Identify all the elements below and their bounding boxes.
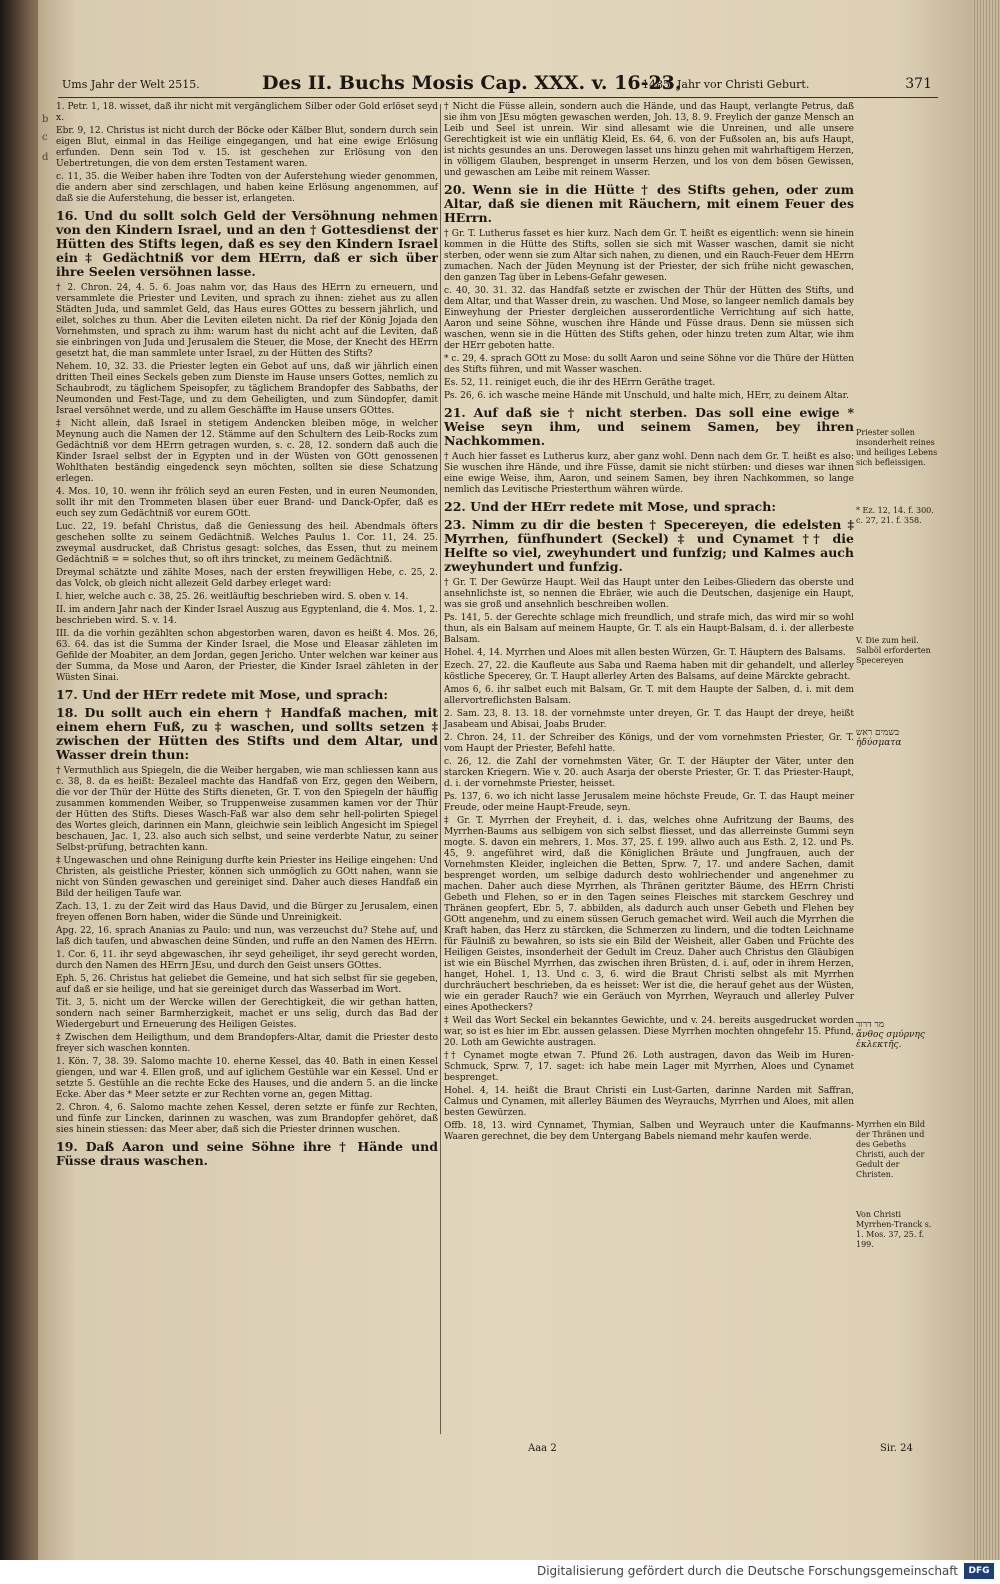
side-note-hebrew-greek-1 xyxy=(856,728,938,748)
commentary-note: Luc. 22, 19. befahl Christus, daß die Geniessung des heil. Abendmals öfters geschehen sollte zu seinem Gedächtniß. Welches Paulus 1. Cor. 11, 24. 25. zweymal ausdrucket, daß Christus gesagt: solches, das Essen, thut zu meinem Gedächtniß = = solches thut, so oft ihrs trincket, zu meinem Gedächtniß. xyxy=(56,522,438,565)
commentary-note: I. hier, welche auch c. 38, 25. 26. weitläuftig beschrieben wird. S. oben v. 14. xyxy=(56,592,409,602)
commentary-note: Hohel. 4, 14. heißt die Braut Christi ein Lust-Garten, darinne Narden mit Saffran, Calmus und Cynamen, mit allerley Bäumen des Weyrauchs, Myrrhen und Aloes, mit allen besten Gewürzen. xyxy=(444,1086,854,1118)
commentary-note: 1. Petr. 1, 18. wisset, daß ihr nicht mit vergänglichem Silber oder Gold erlöset seyd x. xyxy=(56,102,438,123)
book-binding xyxy=(0,0,38,1560)
commentary-note: II. im andern Jahr nach der Kinder Israel Auszug aus Egyptenland, die 4. Mos. 1, 2. beschrieben wird. S. v. 14. xyxy=(56,605,438,626)
commentary-note: 1. Kön. 7, 38. 39. Salomo machte 10. eherne Kessel, das 40. Bath in einen Kessel giengen, und war 4. Ellen groß, und auf iglichem Gestühle war ein Kessel. Und er setzte 5. Gestühle an die rechte Ecke des Hauses, und die andern 5. an die lincke Ecke. Aber das * Meer setzte er zur Rechten vorne an, gegen Mittag. xyxy=(56,1057,438,1100)
commentary-note: † Vermuthlich aus Spiegeln, die die Weiber hergaben, wie man schliessen kann aus c. 38, 8. da es heißt: Bezaleel machte das Handfaß von Erz, gegen den Weibern, die vor der Thür der Hütte des Stifts dieneten, Gr. T. von den Spiegeln der häuffig zusammen kommenden Weiber, so Truppenweise zusammen kamen vor der Thür der Hütten des Stifts. Dieses Wasch-Faß war also dem sehr hell-polirten Spiegel des Wortes gleich, darinnen ein Mann, gleichwie sein leiblich Angesicht im Spiegel beschauen, Jac. 1, 23. also auch sich selbst, und seine verderbte Natur, zu seiner Selbst-prüfung, betrachten kann. xyxy=(56,766,438,853)
commentary-note: ‡ Weil das Wort Seckel ein bekanntes Gewichte, und v. 24. bereits ausgedrucket worden war, so ist es hier im Ebr. aussen gelassen. Diese Myrrhen mochten ohngefehr 15. Pfund, 20. Loth am Gewichte austragen. xyxy=(444,1016,854,1048)
commentary-note: III. da die vorhin gezählten schon abgestorben waren, davon es heißt 4. Mos. 26, 63. 64. das ist die Summa der Kinder Israel, die Mose und Eleasar zähleten im Gefilde der Moabiter, an dem Jordan, gegen Jericho. Unter welchen war keiner aus der Summa, da Mose und Aaron, der Priester, die Kinder Israel zähleten in der Wüsten Sinai. xyxy=(56,629,438,683)
commentary-note: Es. 52, 11. reiniget euch, die ihr des HErrn Geräthe traget. xyxy=(444,378,716,388)
running-head-year-world: Ums Jahr der Welt 2515. xyxy=(62,78,200,91)
commentary-note: Tit. 3, 5. nicht um der Wercke willen der Gerechtigkeit, die wir gethan hatten, sondern nach seiner Barmherzigkeit, machet er uns selig, durch das Bad der Wiedergeburt und Erneuerung des Heiligen Geistes. xyxy=(56,998,438,1030)
commentary-note: † Gr. T. Lutherus fasset es hier kurz. Nach dem Gr. T. heißt es eigentlich: wenn sie hinein kommen in die Hütte des Stifts, sollen sie sich mit Wasser waschen, damit sie nicht sterben, oder wenn sie zum Altar sich nahen, zu dienen, und ein Rauch-Feuer dem HErrn zumachen. Nach der Jüden Meynung ist der Priester, der sich frühe nicht gewaschen, den ganzen Tag über in Lebens-Gefahr gewesen. xyxy=(444,229,854,283)
running-head-year-christ: 1485. Jahr vor Christi Geburt. xyxy=(642,78,810,91)
commentary-note: Ezech. 27, 22. die Kaufleute aus Saba und Raema haben mit dir gehandelt, und allerley köstliche Specerey, Gr. T. Haupt allerley Arten des Balsams, auf deine Märckte gebracht. xyxy=(444,661,854,682)
commentary-note: † Auch hier fasset es Lutherus kurz, aber ganz wohl. Denn nach dem Gr. T. heißt es also: Sie wuschen ihre Hände, und ihre Füsse, damit sie nicht stürben: und dieses war ihnen eine ewige Weise, ihm, Aaron, und seinem Samen, bey ihren Nachkommen, so lange nemlich das Levitische Priesterthum währen würde. xyxy=(444,452,854,495)
commentary-note: 2. Sam. 23, 8. 13. 18. der vornehmste unter dreyen, Gr. T. das Haupt der dreye, heißt Jasabeam und Abisai, Joabs Bruder. xyxy=(444,709,854,730)
hebrew-term: מר דרור xyxy=(856,1020,885,1030)
commentary-note: †† Cynamet mogte etwan 7. Pfund 26. Loth austragen, davon das Weib im Huren-Schmuck, Sprw. 7, 17. saget: ich habe mein Lager mit Myrrhen, Aloes und Cynamet besprenget. xyxy=(444,1051,854,1083)
commentary-note: † Gr. T. Der Gewürze Haupt. Weil das Haupt unter den Leibes-Gliedern das oberste und ansehnlichste ist, so nennen die Ebräer, wie auch die Deutschen, dasjenige ein Haupt, was sie groß und ansehnlich beschreiben wollen. xyxy=(444,578,854,610)
book-page xyxy=(38,0,972,1560)
digitization-footer xyxy=(0,1560,1000,1584)
side-note-hebrew-greek-2 xyxy=(856,1020,938,1050)
verse-text: 22. Und der HErr redete mit Mose, und sprach: xyxy=(444,499,776,514)
side-note-myrrhen xyxy=(856,1120,938,1186)
commentary-note: ‡ Gr. T. Myrrhen der Freyheit, d. i. das, welches ohne Aufritzung der Baums, des Myrrhen-Baums aus selbigem von sich selbst fliesset, und das allerreinste Gummi seyn mogte. S. davon ein mehrers, 1. Mos. 37, 25. f. 199. allwo auch aus Esth. 2, 12. und Ps. 45, 9. angeführet wird, daß die Königlichen Bräute und Jungfrauen, auch der Vornehmsten Kleider, ingleichen die Betten, Sprw. 7, 17. und andere Sachen, damit besprenget worden, um selbige dadurch desto wohlriechender und angenehmer zu machen. Daher auch diese Myrrhen, als Thränen geritzter Bäume, des HErrn Christi Gebeth und Flehen, so er in den Tagen seines Fleisches mit starckem Geschrey und Thränen geopfert, Ebr. 5, 7. abbilden, als dadurch auch unser Gebeth und Flehen bey GOtt angenehm, und zu einem süssen Geruch gemachet wird. Weil auch die Myrrhen die Kraft haben, das Herz zu stärcken, die Schmerzen zu lindern, und die todten Leichname für Fäulniß zu bewahren, so ists sie ein Bild der Weisheit, aller Gaben und Früchte des Heiligen Geistes, insonderheit der Gedult im Creuz. Daher auch Christus den Gläubigen ist wie ein Büschel Myrrhen, das zwischen ihren Brüsten, d. i. auf, oder in ihrem Herzen, hanget, Hohel. 1, 13. Und c. 3, 6. wird die Braut Christi selbst als mit Myrrhen durchräuchert beschrieben, da es heisset: Wer ist die, die herauf gehet aus der Wüsten, wie ein gerader Rauch? wie ein Geräuch von Myrrhen, Weyrauch und allerley Pulver eines Apotheckers? xyxy=(444,816,854,1013)
commentary-note: † 2. Chron. 24, 4. 5. 6. Joas nahm vor, das Haus des HErrn zu erneuern, und versammlete die Priester und Leviten, und sprach zu ihnen: ziehet aus zu allen Städten Juda, und sammlet Geld, das Haus eures GOttes zu bessern jährlich, und eilet, solches zu thun. Aber die Leviten eileten nicht. Da rief der König Jojada den Vornehmsten, und sprach zu ihm: warum hast du nicht acht auf die Leviten, daß sie einbringen von Juda und Jerusalem die Steuer, die Mose, der Knecht des HErrn gesetzt hat, die man sammlete unter Israel, zu der Hütten des Stifts? xyxy=(56,283,438,359)
running-head xyxy=(62,74,932,98)
verse-text: 23. Nimm zu dir die besten † Specereyen, die edelsten ‡ Myrrhen, fünfhundert (Seckel) ‡ und Cynamet †† die Helfte so viel, zweyhundert und funfzig; und Kalmes auch zweyhundert und funfzig. xyxy=(444,517,854,574)
commentary-note: Ps. 137, 6. wo ich nicht lasse Jerusalem meine höchste Freude, Gr. T. das Haupt meiner Freude, oder meine Haupt-Freude, seyn. xyxy=(444,792,854,813)
commentary-note: Ps. 26, 6. ich wasche meine Hände mit Unschuld, und halte mich, HErr, zu deinem Altar. xyxy=(444,391,849,401)
greek-term: ἡδύσματα xyxy=(856,738,902,748)
column-separator xyxy=(440,104,441,1434)
margin-mark: c xyxy=(42,132,48,143)
commentary-note: ‡ Zwischen dem Heiligthum, und dem Brandopfers-Altar, damit die Priester desto freyer sich waschen konnten. xyxy=(56,1033,438,1054)
commentary-note: Amos 6, 6. ihr salbet euch mit Balsam, Gr. T. mit dem Haupte der Salben, d. i. mit dem allervortreflichsten Balsam. xyxy=(444,685,854,706)
running-head-title: Des II. Buchs Mosis Cap. XXX. v. 16-23. xyxy=(262,72,682,94)
commentary-note: Dreymal schätzte und zählte Moses, nach der ersten freywilligen Hebe, c. 25, 2. das Volck, ob gleich nicht allezeit Geld darbey erleget ward: xyxy=(56,568,438,589)
side-note-myrrhen-ref xyxy=(856,1210,938,1256)
commentary-note: * c. 29, 4. sprach GOtt zu Mose: du sollt Aaron und seine Söhne vor die Thüre der Hütten des Stifts führen, und mit Wasser waschen. xyxy=(444,354,854,375)
commentary-note: 1. Cor. 6, 11. ihr seyd abgewaschen, ihr seyd geheiliget, ihr seyd gerecht worden, durch den Namen des HErrn JEsu, und durch den Geist unsers GOttes. xyxy=(56,950,438,971)
side-note-text: Von Christi Myrrhen-Tranck s. 1. Mos. 37, 25. f. 199. xyxy=(856,1210,932,1249)
page-fore-edge xyxy=(972,0,1000,1560)
catchword: Sir. 24 xyxy=(880,1443,913,1454)
commentary-note: Nehem. 10, 32. 33. die Priester legten ein Gebot auf uns, daß wir jährlich einen dritten Theil eines Seckels geben zum Dienste im Hause unsers Gottes, nemlich zu Schaubrodt, zu täglichem Speisopfer, zu täglichem Brandopfer des Sabbaths, der Neumonden und Fest-Tage, und zu dem Geheiligten, und zum Sündopfer, damit Israel versöhnet werde, und zu allem Geschäffte im Hause unsers GOttes. xyxy=(56,362,438,416)
commentary-note: ‡ Ungewaschen und ohne Reinigung durfte kein Priester ins Heilige eingehen: Und Christen, als geistliche Priester, können sich unmöglich zu GOtt nahen, wann sie nicht von Sünden gewaschen und gereiniget sind. Daher auch dieses Handfaß ein Bild der heiligen Taufe war. xyxy=(56,856,438,899)
commentary-note: 4. Mos. 10, 10. wenn ihr frölich seyd an euren Festen, und in euren Neumonden, sollt ihr mit den Trommeten blasen über euer Brand- und Danck-Opfer, daß es euch sey zum Gedächtniß vor eurem GOtt. xyxy=(56,487,438,519)
commentary-note: 2. Chron. 24, 11. der Schreiber des Königs, und der vom vornehmsten Priester, Gr. T. vom Haupt der Priester, Befehl hatte. xyxy=(444,733,854,754)
funding-credit: Digitalisierung gefördert durch die Deutsche Forschungsgemeinschaft xyxy=(536,1564,958,1578)
left-column xyxy=(56,102,438,1172)
side-note-salboel xyxy=(856,636,938,672)
commentary-note: 2. Chron. 4, 6. Salomo machte zehen Kessel, deren setzte er fünfe zur Rechten, und fünfe zur Lincken, darinnen zu waschen, was zum Brandopfer gehöret, daß sies hinein stiessen: das Meer aber, daß sich die Priester drinnen wuschen. xyxy=(56,1103,438,1135)
margin-mark: b xyxy=(42,114,49,125)
side-note-text: Priester sollen insonderheit reines und heiliges Lebens sich befleissigen. xyxy=(856,428,938,467)
commentary-note: Ebr. 9, 12. Christus ist nicht durch der Böcke oder Kälber Blut, sondern durch sein eigen Blut, einmal in das Heilige eingegangen, und hat eine ewige Erlösung erfunden. Denn sein Tod v. 15. ist geschehen zur Erlösung von den Uebertretungen, die von dem ersten Testament waren. xyxy=(56,126,438,169)
commentary-note: c. 26, 12. die Zahl der vornehmsten Väter, Gr. T. der Häupter der Väter, unter den starcken Kriegern. Wie v. 20. auch Asarja der oberste Priester, Gr. T. das Priester-Haupt, d. i. der vornehmste Priester, heisset. xyxy=(444,757,854,789)
commentary-note: † Nicht die Füsse allein, sondern auch die Hände, und das Haupt, verlangte Petrus, daß sie ihm von JEsu mögten gewaschen werden, Joh. 13, 8. 9. Freylich der ganze Mensch an Leib und Seel ist unrein. Wir sind allesamt wie die Unreinen, und alle unsere Gerechtigkeit ist wie ein unflätig Kleid, Es. 64, 6. von der Fußsolen an, bis aufs Haupt, ist nichts gesundes an uns. Derowegen lasset uns hinzu gehen mit wahrhaftigem Herzen, in völligem Glauben, besprenget in unserm Herzen, und los von dem bösen Gewissen, und gewaschen am Leibe mit reinem Wasser. xyxy=(444,102,854,178)
dfg-logo: DFG xyxy=(964,1563,994,1579)
verse-text: 20. Wenn sie in die Hütte † des Stifts gehen, oder zum Altar, daß sie dienen mit Räuchern, mit einem Feuer des HErrn. xyxy=(444,182,854,225)
commentary-note: Hohel. 4, 14. Myrrhen und Aloes mit allen besten Würzen, Gr. T. Häuptern des Balsams. xyxy=(444,648,846,658)
commentary-note: c. 11, 35. die Weiber haben ihre Todten von der Auferstehung wieder genommen, die andern aber sind zerschlagen, und haben keine Erlösung angenommen, auf daß sie die Auferstehung, die besser ist, erlangeten. xyxy=(56,172,438,204)
commentary-note: Eph. 5, 26. Christus hat geliebet die Gemeine, und hat sich selbst für sie gegeben, auf daß er sie heilige, und hat sie gereiniget durch das Wasserbad im Wort. xyxy=(56,974,438,995)
header-rule xyxy=(58,97,938,98)
margin-mark: d xyxy=(42,152,49,163)
side-note-text: * Ez. 12, 14. f. 300. c. 27, 21. f. 358. xyxy=(856,506,934,525)
commentary-note: c. 40, 30. 31. 32. das Handfaß setzte er zwischen der Thür der Hütten des Stifts, und dem Altar, und that Wasser drein, zu waschen. Und Mose, so langeer nemlich damals bey Einweyhung der Priester dergleichen ausserordentliche Verrichtung auf sich hatte, Aaron und seine Söhne, wuschen ihre Hände und Füsse draus. Denn sie müssen sich waschen, wenn sie in die Hütten des Stifts gehen, oder hinzu treten zum Altar, wie ihm der HErr geboten hatte. xyxy=(444,286,854,351)
side-note-refs-21 xyxy=(856,506,938,532)
commentary-note: Zach. 13, 1. zu der Zeit wird das Haus David, und die Bürger zu Jerusalem, einen freyen offenen Born haben, wider die Sünde und Unreinigkeit. xyxy=(56,902,438,923)
commentary-note: ‡ Nicht allein, daß Israel in stetigem Andencken bleiben möge, in welcher Meynung auch die Namen der 12. Stämme auf den Schultern des Leib-Rocks zum Gedächtniß vor dem HErrn getragen wurden, s. c. 28, 12. sondern daß auch die Kinder Israel selbst der in Egypten und in der Wüsten von GOtt genossenen Wohlthaten beständig eingedenck seyn möchten, sollten sie diese Schatzung erlegen. xyxy=(56,419,438,484)
right-column xyxy=(444,102,854,1145)
commentary-note: Ps. 141, 5. der Gerechte schlage mich freundlich, und strafe mich, das wird mir so wohl thun, als ein Balsam auf meinem Haupte, Gr. T. als ein Haupt-Balsam, d. i. der allerbeste Balsam. xyxy=(444,613,854,645)
side-note-text: Myrrhen ein Bild der Thränen und des Gebeths Christi, auch der Gedult der Christen. xyxy=(856,1120,926,1179)
verse-text: 16. Und du sollt solch Geld der Versöhnung nehmen von den Kindern Israel, und an den † Gottesdienst der Hütten des Stifts legen, daß es sey den Kindern Israel ein ‡ Gedächtniß vor dem HErrn, daß er sich über ihre Seelen versöhnen lasse. xyxy=(56,208,438,279)
side-note-text: V. Die zum heil. Salböl erforderten Specereyen xyxy=(856,636,931,665)
verse-text: 19. Daß Aaron und seine Söhne ihre † Hände und Füsse draus waschen. xyxy=(56,1139,438,1168)
commentary-note: Offb. 18, 13. wird Cynnamet, Thymian, Salben und Weyrauch unter die Kaufmanns-Waaren gerechnet, die bey dem Untergang Babels niemand mehr kaufen werde. xyxy=(444,1121,854,1142)
verse-text: 18. Du sollt auch ein ehern † Handfaß machen, mit einem ehern Fuß, zu ‡ waschen, und sollts setzen ‡ zwischen der Hütten des Stifts und dem Altar, und Wasser drein thun: xyxy=(56,705,438,762)
page-number: 371 xyxy=(905,76,932,92)
verse-text: 21. Auf daß sie † nicht sterben. Das soll eine ewige * Weise seyn ihm, und seinem Samen, bey ihren Nachkommen. xyxy=(444,405,854,448)
signature-mark: Aaa 2 xyxy=(528,1443,557,1454)
commentary-note: Apg. 22, 16. sprach Ananias zu Paulo: und nun, was verzeuchst du? Stehe auf, und laß dich taufen, und abwaschen deine Sünden, und ruffe an den Namen des HErrn. xyxy=(56,926,438,947)
verse-text: 17. Und der HErr redete mit Mose, und sprach: xyxy=(56,687,388,702)
greek-term: ἄνθος σμύρνης ἐκλεκτῆς. xyxy=(856,1030,925,1050)
side-note-priester xyxy=(856,428,938,474)
hebrew-term: בשמים ראש xyxy=(856,728,900,738)
